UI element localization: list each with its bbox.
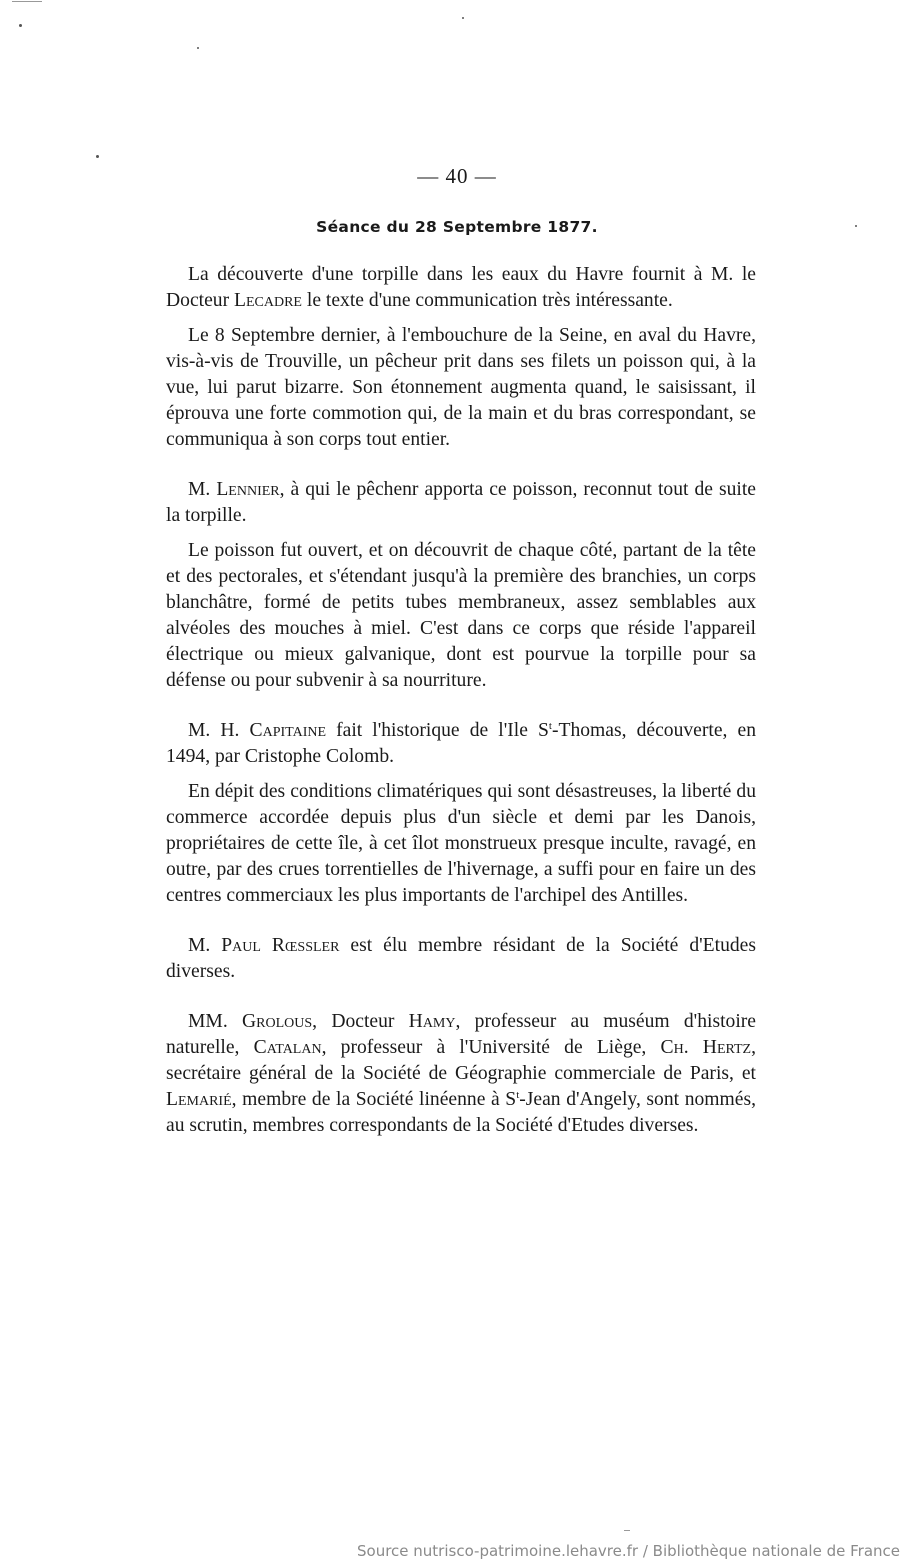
- person-name: Paul Rœssler: [221, 935, 340, 956]
- paragraph-capitaine: M. H. Capitaine fait l'historique de l'Ile $S^t$-Thomas, découverte, en 1494, par Cristophe Colomb.: [166, 720, 756, 767]
- scan-edge-mark: [12, 1, 42, 2]
- paragraph-fisherman: Le 8 Septembre dernier, à l'embouchure de la Seine, en aval du Havre, vis-à-vis de Trouville, un pêcheur prit dans ses filets un poisson qui, à la vue, lui parut bizarre. Son étonnement augmenta quand, le saisissant, il éprouva une forte commotion qui, de la main et du bras correspondant, se communiqua à son corps tout entier.: [166, 325, 756, 450]
- source-attribution: Source nutrisco-patrimoine.lehavre.fr / Bibliothèque nationale de France: [357, 1542, 900, 1560]
- person-name: Hamy: [408, 1011, 456, 1032]
- person-name: Capitaine: [249, 720, 327, 741]
- scan-speck: [19, 24, 22, 27]
- scan-speck: [96, 155, 99, 158]
- session-heading: Séance du 28 Septembre 1877.: [316, 218, 598, 236]
- person-name: Lemarié: [166, 1089, 232, 1110]
- footer-mark: [624, 1530, 630, 1531]
- scan-speck: [462, 17, 464, 19]
- person-name: Catalan: [253, 1037, 322, 1058]
- paragraph-dissection: Le poisson fut ouvert, et on découvrit de chaque côté, partant de la tête et des pectorales, et s'étendant jusqu'à la première des branchies, un corps blanchâtre, formé de petits tubes membraneux, assez semblables aux alvéoles des mouches à miel. C'est dans ce corps que réside l'appareil électrique ou mieux galvanique, dont est pourvue la torpille pour sa défense ou pour subvenir à sa nourriture.: [166, 540, 756, 691]
- person-name: Ch. Hertz: [660, 1037, 752, 1058]
- paragraph-roessler: M. Paul Rœssler est élu membre résidant de la Société d'Etudes diverses.: [166, 935, 756, 982]
- person-name: Lennier: [216, 479, 280, 500]
- scan-speck: [197, 47, 199, 49]
- body-text: [166, 262, 756, 1139]
- person-name: Grolous: [242, 1011, 313, 1032]
- paragraph-st-thomas: En dépit des conditions climatériques qui sont désastreuses, la liberté du commerce accordée depuis plus d'un siècle et demi par les Danois, propriétaires de cette île, à cet îlot monstrueux presque inculte, ravagé, en outre, par des crues torrentielles de l'hivernage, a suffi pour en faire un des centres commerciaux les plus importants de l'archipel des Antilles.: [166, 781, 756, 906]
- paragraph-correspondants: MM. Grolous, Docteur Hamy, professeur au muséum d'histoire naturelle, Catalan, professeur à l'Université de Liège, Ch. Hertz, secrétaire général de la Société de Géographie commerciale de Paris, et Lemarié, membre de la Société linéenne à $S^t$-Jean d'Angely, sont nommés, au scrutin, membres correspondants de la Société d'Etudes diverses.: [166, 1011, 757, 1136]
- page-number: — 40 —: [417, 164, 497, 188]
- paragraph-lennier: M. Lennier, à qui le pêchenr apporta ce poisson, reconnut tout de suite la torpille.: [166, 479, 756, 526]
- person-name: Lecadre: [234, 290, 302, 311]
- paragraph-torpille-intro: La découverte d'une torpille dans les eaux du Havre fournit à M. le Docteur Lecadre le texte d'une communication très intéressante.: [166, 264, 756, 311]
